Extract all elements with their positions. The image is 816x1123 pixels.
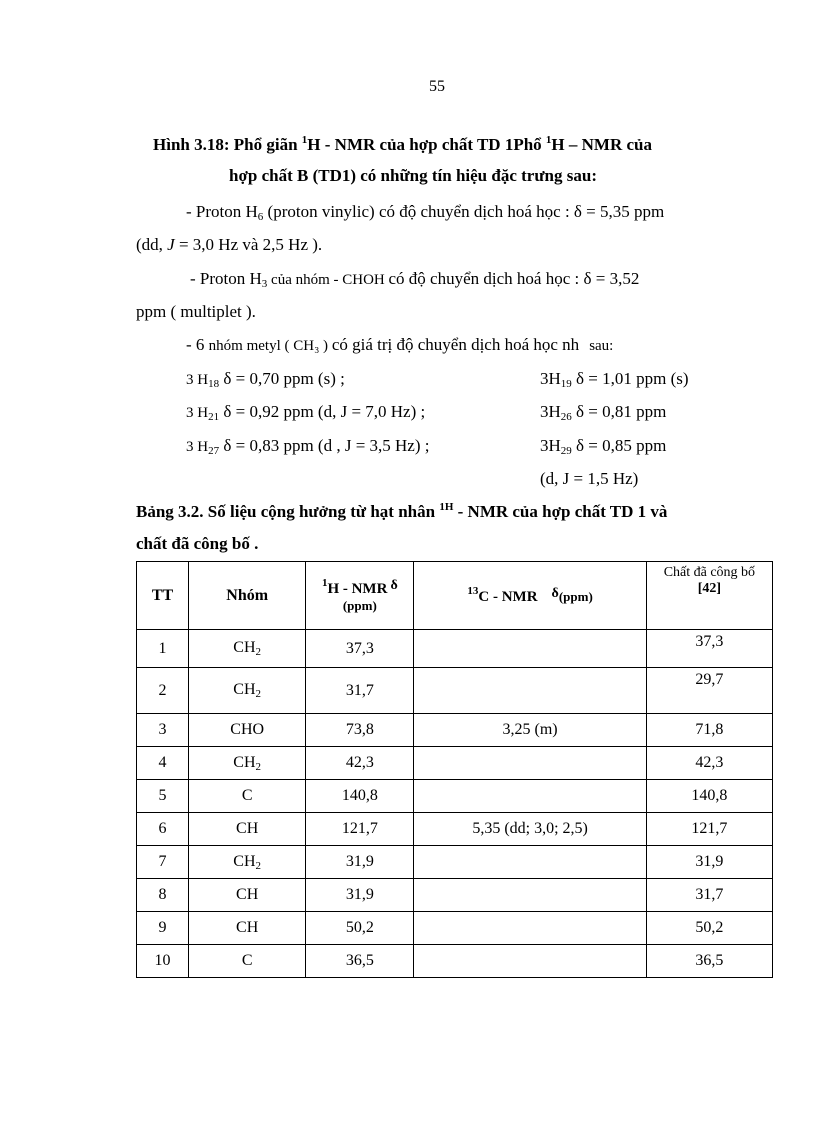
cell-nhom (189, 912, 306, 945)
cell-tt: 4 (137, 747, 189, 780)
cell-13c-nmr (414, 668, 646, 714)
cell-published: 50,2 (646, 912, 772, 945)
cell-nhom (189, 846, 306, 879)
cell-13c-nmr (414, 846, 646, 879)
methyl-h26: $3H_{26}$ δ = 0,81 ppm (540, 402, 667, 423)
nhom-base: CH (233, 681, 256, 698)
nmr-data-table (136, 561, 773, 978)
cell-published: 37,3 (646, 630, 772, 668)
methyl-h29: $3H_{29}$ δ = 0,85 ppm (540, 436, 667, 457)
header-published: Chất đã công bố [42] (646, 562, 772, 630)
cell-tt: 2 (137, 668, 189, 714)
paragraph-proton-h6: - Proton $H_6$ (proton vinylic) có độ chuyển dịch hoá học : δ = 5,35 ppm (186, 202, 665, 223)
figure-caption-line1: Hình 3.18: Phổ giãn $^1$H - NMR của hợp chất TD 1Phổ $^1$H – NMR của (153, 134, 652, 154)
nhom-base: C (241, 952, 253, 969)
nhom-base: CH (236, 820, 259, 837)
table-row (137, 912, 773, 945)
cell-nhom (189, 714, 306, 747)
table-row (137, 879, 773, 912)
cell-tt: 3 (137, 714, 189, 747)
cell-13c-nmr (414, 912, 646, 945)
cell-1h-nmr: 121,7 (306, 813, 414, 846)
table-caption-line2: chất đã công bố . (136, 534, 259, 553)
cell-nhom (189, 945, 306, 978)
table-row (137, 714, 773, 747)
cell-13c-nmr (414, 747, 646, 780)
methyl-h21: 3 $H_{21}$ δ = 0,92 ppm (d, J = 7,0 Hz) ; (186, 402, 426, 423)
cell-13c-nmr (414, 630, 646, 668)
header-nhom: Nhóm (189, 562, 306, 630)
cell-tt: 1 (137, 630, 189, 668)
nhom-subscript: 2 (255, 646, 262, 658)
cell-tt: 8 (137, 879, 189, 912)
nhom-base: CH (233, 852, 256, 870)
cell-nhom (189, 668, 306, 714)
nhom-subscript: 2 (255, 760, 262, 773)
cell-13c-nmr: 5,35 (dd; 3,0; 2,5) (414, 813, 646, 846)
table-row (137, 846, 773, 879)
figure-caption-line2: hợp chất B (TD1) có những tín hiệu đặc trưng sau: (229, 166, 597, 185)
cell-1h-nmr: 31,9 (306, 846, 414, 879)
methyl-h19: $3H_{19}$ δ = 1,01 ppm (s) (540, 369, 689, 390)
cell-published: 121,7 (646, 813, 772, 846)
cell-published: 71,8 (646, 714, 772, 747)
table-row (137, 780, 773, 813)
cell-published: 31,9 (646, 846, 772, 879)
table-header-row (137, 562, 773, 630)
cell-published: 140,8 (646, 780, 772, 813)
nhom-base: CH (233, 753, 256, 771)
header-13c-nmr: $^{13}$C - NMR δ(ppm) (414, 562, 646, 630)
nhom-base: CHO (230, 721, 265, 738)
cell-tt: 5 (137, 780, 189, 813)
cell-1h-nmr: 36,5 (306, 945, 414, 978)
table-row (137, 945, 773, 978)
paragraph-methyl-groups: - 6 nhóm metyl ( CH₃ ) có giá trị độ chuyển dịch hoá học nh sau: (186, 335, 614, 354)
cell-13c-nmr (414, 879, 646, 912)
cell-tt: 10 (137, 945, 189, 978)
cell-1h-nmr: 50,2 (306, 912, 414, 945)
cell-tt: 6 (137, 813, 189, 846)
cell-1h-nmr: 73,8 (306, 714, 414, 747)
paragraph-proton-h6-cont: (dd, J = 3,0 Hz và 2,5 Hz ). (136, 235, 323, 254)
cell-13c-nmr (414, 945, 646, 978)
cell-1h-nmr: 37,3 (306, 630, 414, 668)
cell-published: 36,5 (646, 945, 772, 978)
nhom-base: CH (236, 919, 259, 936)
cell-1h-nmr: 42,3 (306, 747, 414, 780)
methyl-h18: 3 $H_{18}$ δ = 0,70 ppm (s) ; (186, 369, 345, 390)
nhom-subscript: 2 (255, 688, 262, 700)
cell-1h-nmr: 140,8 (306, 780, 414, 813)
cell-1h-nmr: 31,9 (306, 879, 414, 912)
cell-13c-nmr: 3,25 (m) (414, 714, 646, 747)
header-1h-nmr: $^1$H - NMR δ (ppm) (306, 562, 414, 630)
cell-1h-nmr: 31,7 (306, 668, 414, 714)
table-row (137, 668, 773, 714)
methyl-h29-cont: (d, J = 1,5 Hz) (540, 469, 639, 488)
cell-13c-nmr (414, 780, 646, 813)
nhom-subscript: 2 (255, 859, 262, 872)
nhom-base: CH (233, 639, 256, 656)
paragraph-proton-h3-cont: ppm ( multiplet ). (136, 302, 256, 321)
cell-nhom (189, 747, 306, 780)
table-row (137, 630, 773, 668)
cell-tt: 9 (137, 912, 189, 945)
header-tt: TT (137, 562, 189, 630)
nhom-base: C (241, 787, 253, 804)
cell-published: 31,7 (646, 879, 772, 912)
cell-published: 29,7 (646, 668, 772, 714)
paragraph-proton-h3: - Proton $H_3$ của nhóm - CHOH có độ chuyển dịch hoá học : δ = 3,52 (190, 269, 640, 290)
table-row (137, 747, 773, 780)
table-caption-line1: Bảng 3.2. Số liệu cộng hưởng từ hạt nhân $^{1H}$ - NMR của hợp chất TD 1 và (136, 501, 668, 521)
page-number: 55 (429, 78, 445, 95)
methyl-h27: 3 $H_{27}$ δ = 0,83 ppm (d , J = 3,5 Hz) ; (186, 436, 430, 457)
cell-tt: 7 (137, 846, 189, 879)
cell-nhom (189, 780, 306, 813)
cell-nhom (189, 879, 306, 912)
nhom-base: CH (236, 886, 259, 903)
cell-nhom (189, 630, 306, 668)
cell-nhom (189, 813, 306, 846)
table-row (137, 813, 773, 846)
cell-published: 42,3 (646, 747, 772, 780)
